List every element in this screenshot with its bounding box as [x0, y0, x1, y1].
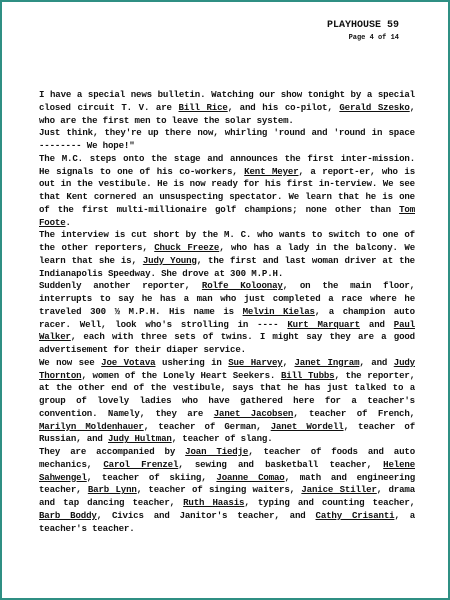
underlined-name: Helene Sahwengel [39, 458, 415, 483]
page-number: Page 4 of 14 [348, 34, 399, 42]
underlined-name: Barb Lynn [87, 484, 137, 496]
underlined-name: Janet Jacobsen [213, 407, 294, 419]
body-paragraph [39, 89, 415, 127]
underlined-name: Ruth Haasis [183, 497, 245, 508]
underlined-name: Carol Frenzel [103, 458, 179, 470]
body-paragraph [39, 153, 415, 230]
text-run: , on the main floor, interrupts to say he has a man who just completed a race where he traveled 300 ½ M.P.H. His name is [39, 280, 415, 317]
body-paragraph [39, 280, 415, 357]
underlined-name: Judy Young [142, 254, 197, 266]
underlined-name: Bill Tubbs [280, 369, 335, 381]
text-run: , teacher of skiing, [86, 471, 217, 483]
text-run: , Civics and Janitor's teacher, and [96, 509, 316, 521]
text-run: , sewing and basketball teacher, [178, 458, 384, 470]
text-run: ushering in [155, 356, 229, 368]
text-run: , drama and tap dancing teacher, [39, 484, 416, 508]
underlined-name: Kent Meyer [244, 165, 299, 177]
text-run: and [359, 318, 394, 330]
underlined-name: Melvin Kielas [242, 305, 315, 317]
underlined-name: Janice Stiller [301, 484, 377, 496]
body-paragraph [39, 446, 415, 535]
text-run: We now see [39, 356, 102, 368]
underlined-name: Judy Hultman [108, 433, 172, 445]
text-run: , math and engineering teacher, [39, 471, 416, 496]
underlined-name: Janet Wordell [270, 420, 344, 432]
underlined-name: Marilyn Moldenhauer [39, 420, 144, 432]
body-paragraph [39, 357, 415, 446]
body-paragraph [39, 127, 415, 153]
text-run: , who are the first men to leave the solar system. [39, 101, 416, 126]
text-run: , teacher of French, [293, 407, 415, 419]
underlined-name: Joan Tiedje [185, 446, 249, 457]
document-body [39, 89, 415, 535]
text-run: , [282, 356, 295, 368]
text-run: , teacher of slang. [171, 433, 273, 445]
text-run: They are accompanied by [39, 446, 186, 457]
text-run: , the reporter, at the other end of the vestibule, says that he has just talked to a group of lovely ladies who have gathered here for a teacher's convention. Namely, they are [39, 369, 416, 419]
text-run: Just think, they're up there now, whirling 'round and 'round in space -------- We hope!" [39, 127, 415, 151]
underlined-name: Joanne Comao [216, 471, 285, 483]
body-paragraph [39, 229, 415, 280]
underlined-name: Tom Foote [39, 203, 415, 228]
underlined-name: Sue Harvey [228, 356, 283, 368]
text-run: The M.C. steps onto the stage and announces the first inter-mission. He signals to one of his co-workers, [39, 152, 415, 177]
text-run: . [65, 216, 71, 228]
underlined-name: Kurt Marquart [287, 318, 360, 330]
underlined-name: Paul Walker [39, 318, 415, 343]
text-run: , teacher of singing waiters, [136, 484, 302, 496]
underlined-name: Chuck Freeze [154, 242, 220, 253]
text-run: The interview is cut short by the M. C. who wants to switch to one of the other reporters, [39, 229, 415, 253]
underlined-name: Gerald Szesko [339, 101, 410, 113]
text-run: , the first and last woman driver at the Indianapolis Speedway. She drove at 300 M.P.H. [39, 254, 415, 279]
text-run: , women of the Lonely Heart Seekers. [81, 369, 281, 381]
text-run: , a teacher's teacher. [39, 509, 415, 534]
text-run: , each with three sets of twins. I might say they are a good advertisement for their diaper service. [39, 331, 415, 355]
underlined-name: Judy Thornton [39, 356, 415, 381]
underlined-name: Rolfe Koloonay [201, 280, 283, 292]
text-run: , a champion auto racer. Well, look who's strolling in ---- [39, 305, 415, 330]
text-run: Suddenly another reporter, [39, 280, 202, 292]
text-run: , a report-er, who is out in the vestibule. He is now ready for his first in-terview. We see that Kent cornered an unsuspecting spectator. We learn that he is one of the first multi-millionaire golf champions; none other than [39, 165, 415, 215]
text-run: , teacher of foods and auto mechanics, [39, 446, 415, 470]
underlined-name: Joe Votava [101, 356, 156, 368]
document-title: PLAYHOUSE 59 [326, 20, 399, 31]
text-run: , typing and counting teacher, [244, 497, 415, 508]
underlined-name: Cathy Crisanti [315, 509, 395, 521]
text-run: , teacher of German, [143, 420, 271, 432]
text-run: , and [359, 356, 394, 368]
page-header [327, 20, 399, 43]
text-run: , and his co-pilot, [227, 101, 340, 113]
text-run: , who has a lady in the balcony. We learn that she is, [39, 242, 416, 266]
text-run: I have a special news bulletin. Watching our show tonight by a special closed circuit T. V. are [39, 89, 415, 113]
underlined-name: Barb Boddy [39, 509, 97, 521]
text-run: , teacher of Russian, and [39, 420, 416, 445]
underlined-name: Bill Rice [178, 101, 228, 113]
underlined-name: Janet Ingram [294, 356, 360, 368]
